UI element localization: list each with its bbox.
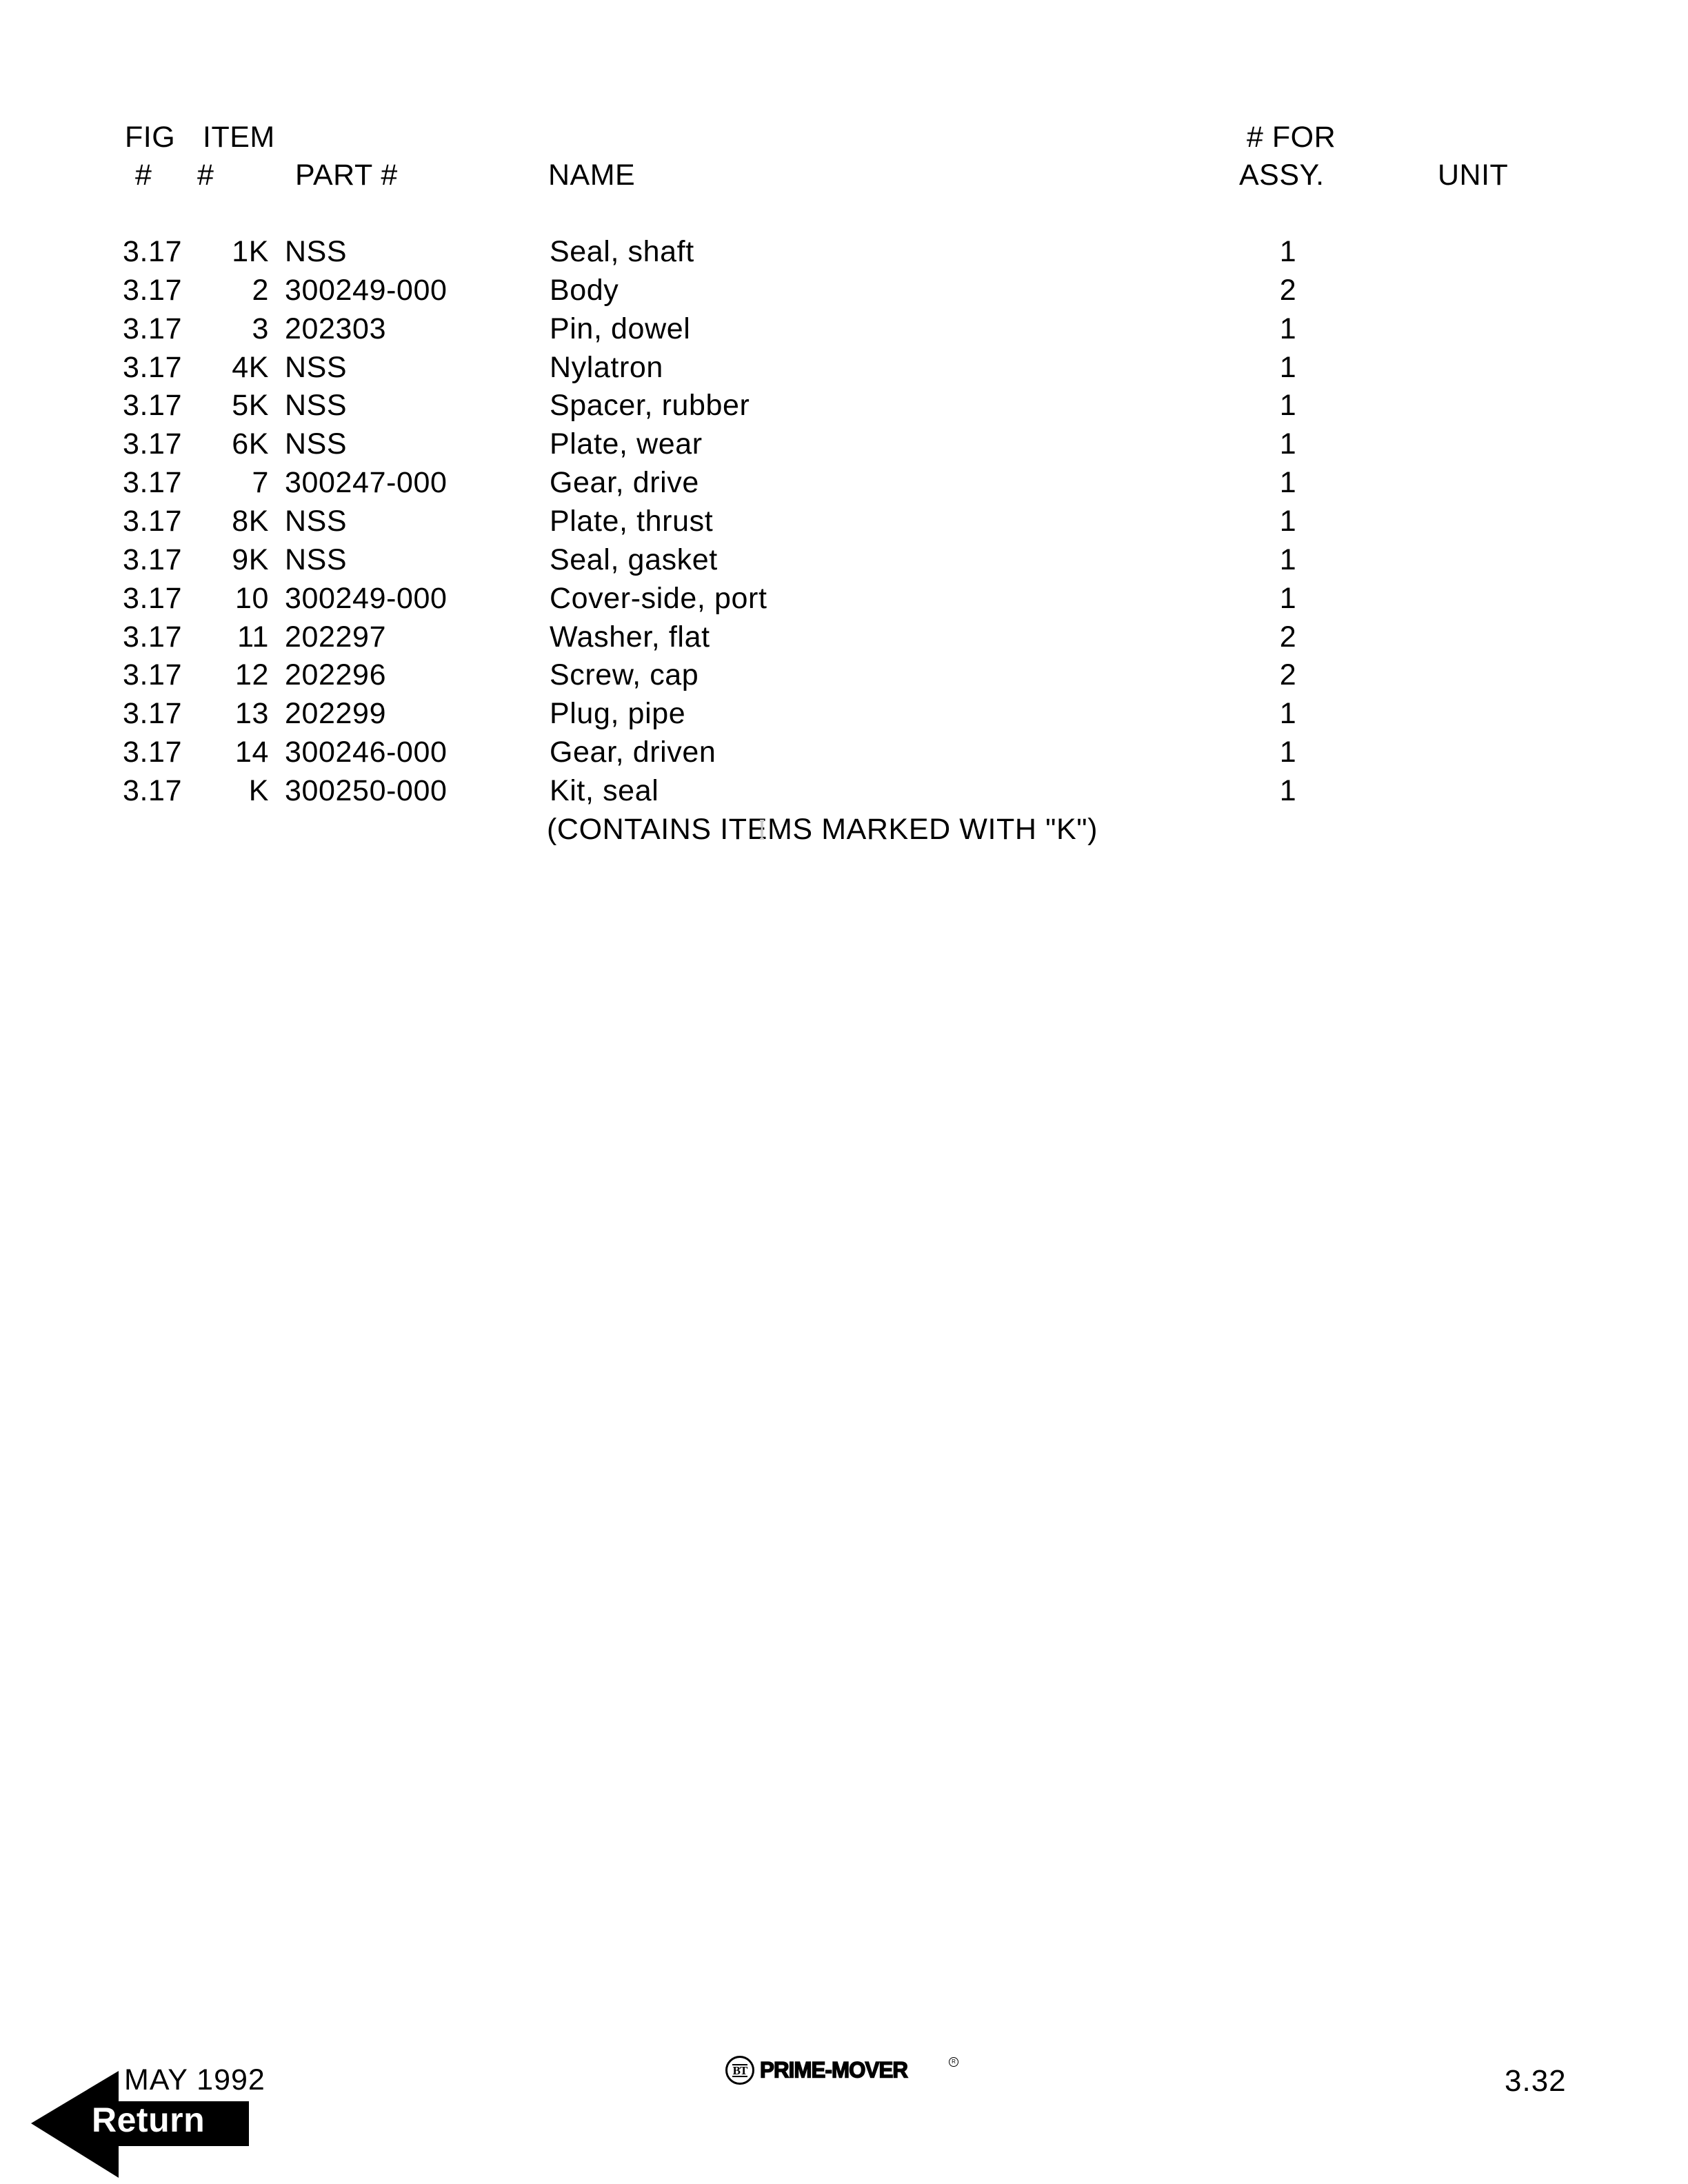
cell-item: 4K xyxy=(232,351,269,384)
cell-name: Plug, pipe xyxy=(550,697,686,730)
cell-part: 202303 xyxy=(285,312,387,345)
return-label: Return xyxy=(92,2101,205,2139)
cell-fig: 3.17 xyxy=(123,697,183,730)
cell-qty: 1 xyxy=(1279,427,1297,461)
cell-qty: 1 xyxy=(1279,697,1297,730)
logo-initials: BT xyxy=(732,2063,747,2077)
cell-qty: 1 xyxy=(1279,505,1297,538)
cell-qty: 2 xyxy=(1279,658,1297,691)
cell-item: 9K xyxy=(232,543,269,576)
cell-part: 202299 xyxy=(285,697,387,730)
cell-item: 14 xyxy=(234,736,269,769)
cell-name: Cover-side, port xyxy=(550,582,767,615)
cell-fig: 3.17 xyxy=(123,620,183,654)
cell-name: Seal, gasket xyxy=(550,543,718,576)
cell-qty: 1 xyxy=(1279,543,1297,576)
page-number: 3.32 xyxy=(1505,2064,1567,2098)
cell-part: NSS xyxy=(285,351,348,384)
cell-part: 300249-000 xyxy=(285,274,448,307)
cell-fig: 3.17 xyxy=(123,389,183,422)
header-fig-line1: FIG xyxy=(125,121,176,154)
cell-item: 3 xyxy=(252,312,269,345)
cell-fig: 3.17 xyxy=(123,351,183,384)
cell-fig: 3.17 xyxy=(123,736,183,769)
cell-part: 202296 xyxy=(285,658,387,691)
cell-name: Kit, seal xyxy=(550,774,659,807)
revision-date: MAY 1992 xyxy=(124,2063,265,2096)
cell-item: 11 xyxy=(237,620,269,654)
cell-name: Plate, wear xyxy=(550,427,703,461)
return-button[interactable] xyxy=(31,2071,249,2178)
header-item-line2: # xyxy=(197,159,214,192)
kit-note: (CONTAINS ITEMS MARKED WITH "K") xyxy=(547,813,1098,846)
cell-fig: 3.17 xyxy=(123,312,183,345)
cell-part: 300247-000 xyxy=(285,466,448,499)
cell-fig: 3.17 xyxy=(123,582,183,615)
cell-part: 300246-000 xyxy=(285,736,448,769)
cell-item: 5K xyxy=(232,389,269,422)
cell-qty: 1 xyxy=(1279,312,1297,345)
header-part-number: PART # xyxy=(295,159,398,192)
header-fig-line2: # xyxy=(135,159,152,192)
cell-name: Plate, thrust xyxy=(550,505,714,538)
cell-item: 2 xyxy=(252,274,269,307)
header-unit: UNIT xyxy=(1438,159,1509,192)
cell-name: Nylatron xyxy=(550,351,663,384)
cell-name: Seal, shaft xyxy=(550,235,694,268)
cell-qty: 2 xyxy=(1279,620,1297,654)
cell-name: Spacer, rubber xyxy=(550,389,750,422)
cell-qty: 1 xyxy=(1279,774,1297,807)
bt-circle-logo-icon xyxy=(725,2056,754,2085)
cell-fig: 3.17 xyxy=(123,274,183,307)
cell-name: Screw, cap xyxy=(550,658,699,691)
text-cursor-icon xyxy=(759,820,765,840)
cell-item: 8K xyxy=(232,505,269,538)
cell-name: Pin, dowel xyxy=(550,312,691,345)
registered-mark-icon: R xyxy=(949,2057,958,2067)
cell-fig: 3.17 xyxy=(123,774,183,807)
logo-wordmark: PRIME-MOVER xyxy=(760,2057,908,2083)
cell-name: Gear, drive xyxy=(550,466,699,499)
cell-item: 10 xyxy=(234,582,269,615)
cell-item: 13 xyxy=(234,697,269,730)
cell-fig: 3.17 xyxy=(123,466,183,499)
prime-mover-logo xyxy=(725,2056,956,2085)
header-qty-line1: # FOR xyxy=(1247,121,1336,154)
cell-item: 1K xyxy=(232,235,269,268)
cell-part: 300250-000 xyxy=(285,774,448,807)
cell-name: Gear, driven xyxy=(550,736,716,769)
cell-qty: 1 xyxy=(1279,466,1297,499)
cell-name: Body xyxy=(550,274,619,307)
cell-fig: 3.17 xyxy=(123,658,183,691)
cell-part: NSS xyxy=(285,389,348,422)
cell-qty: 1 xyxy=(1279,389,1297,422)
cell-item: K xyxy=(248,774,269,807)
cell-part: 300249-000 xyxy=(285,582,448,615)
cell-qty: 1 xyxy=(1279,736,1297,769)
cell-part: NSS xyxy=(285,543,348,576)
cell-part: 202297 xyxy=(285,620,387,654)
cell-fig: 3.17 xyxy=(123,427,183,461)
cell-fig: 3.17 xyxy=(123,543,183,576)
cell-part: NSS xyxy=(285,235,348,268)
header-item-line1: ITEM xyxy=(203,121,275,154)
cell-fig: 3.17 xyxy=(123,505,183,538)
header-qty-line2: ASSY. xyxy=(1239,159,1325,192)
cell-qty: 1 xyxy=(1279,235,1297,268)
cell-fig: 3.17 xyxy=(123,235,183,268)
cell-part: NSS xyxy=(285,427,348,461)
cell-part: NSS xyxy=(285,505,348,538)
cell-qty: 1 xyxy=(1279,582,1297,615)
cell-item: 6K xyxy=(232,427,269,461)
cell-item: 12 xyxy=(234,658,269,691)
cell-qty: 1 xyxy=(1279,351,1297,384)
header-name: NAME xyxy=(548,159,636,192)
cell-qty: 2 xyxy=(1279,274,1297,307)
cell-name: Washer, flat xyxy=(550,620,710,654)
cell-item: 7 xyxy=(252,466,269,499)
